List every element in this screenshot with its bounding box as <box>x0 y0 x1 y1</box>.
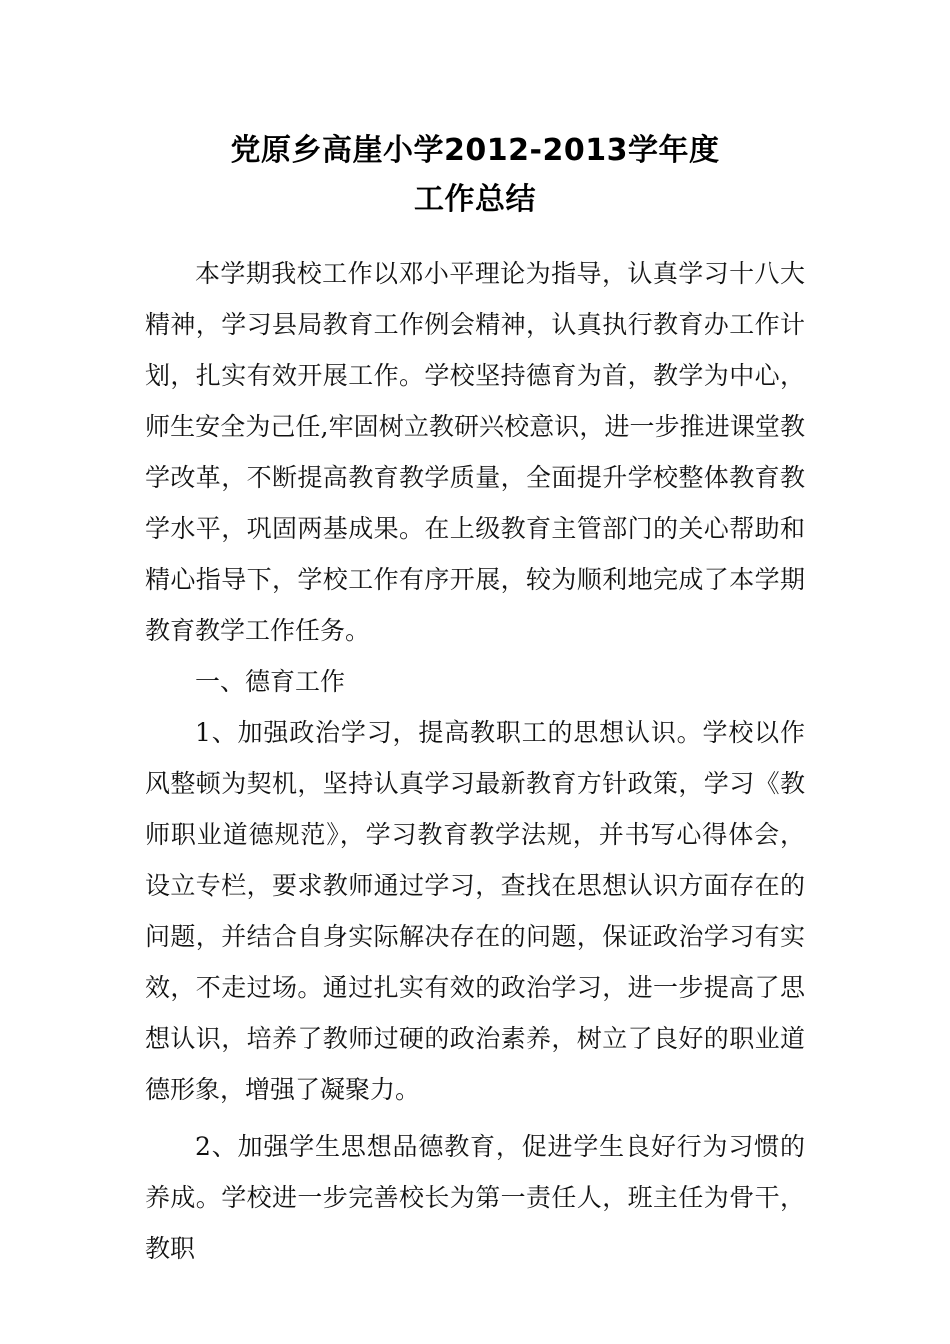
paragraph-intro: 本学期我校工作以邓小平理论为指导，认真学习十八大精神，学习县局教育工作例会精神，认真执行教育办工作计划，扎实有效开展工作。学校坚持德育为首，教学为中心，师生安全为己任,牢固树立教研兴校意识，进一步推进课堂教学改革，不断提高教育教学质量，全面提升学校整体教育教学水平，巩固两基成果。在上级教育主管部门的关心帮助和精心指导下，学校工作有序开展，较为顺利地完成了本学期教育教学工作任务。 <box>145 259 805 645</box>
document-title-line1: 党原乡高崖小学2012-2013学年度 <box>230 133 720 168</box>
paragraph-political-study: 1、加强政治学习，提高教职工的思想认识。学校以作风整顿为契机，坚持认真学习最新教育方针政策，学习《教师职业道德规范》，学习教育教学法规，并书写心得体会，设立专栏，要求教师通过学习，查找在思想认识方面存在的问题，并结合自身实际解决存在的问题，保证政治学习有实效，不走过场。通过扎实有效的政治学习，进一步提高了思想认识，培养了教师过硬的政治素养，树立了良好的职业道德形象，增强了凝聚力。 <box>145 718 805 1104</box>
section-heading-moral-education: 一、德育工作 <box>195 667 346 696</box>
document-body <box>145 248 805 1274</box>
document-title-line2: 工作总结 <box>414 182 536 217</box>
paragraph-student-moral-education: 2、加强学生思想品德教育，促进学生良好行为习惯的养成。学校进一步完善校长为第一责任人，班主任为骨干，教职 <box>145 1132 805 1263</box>
